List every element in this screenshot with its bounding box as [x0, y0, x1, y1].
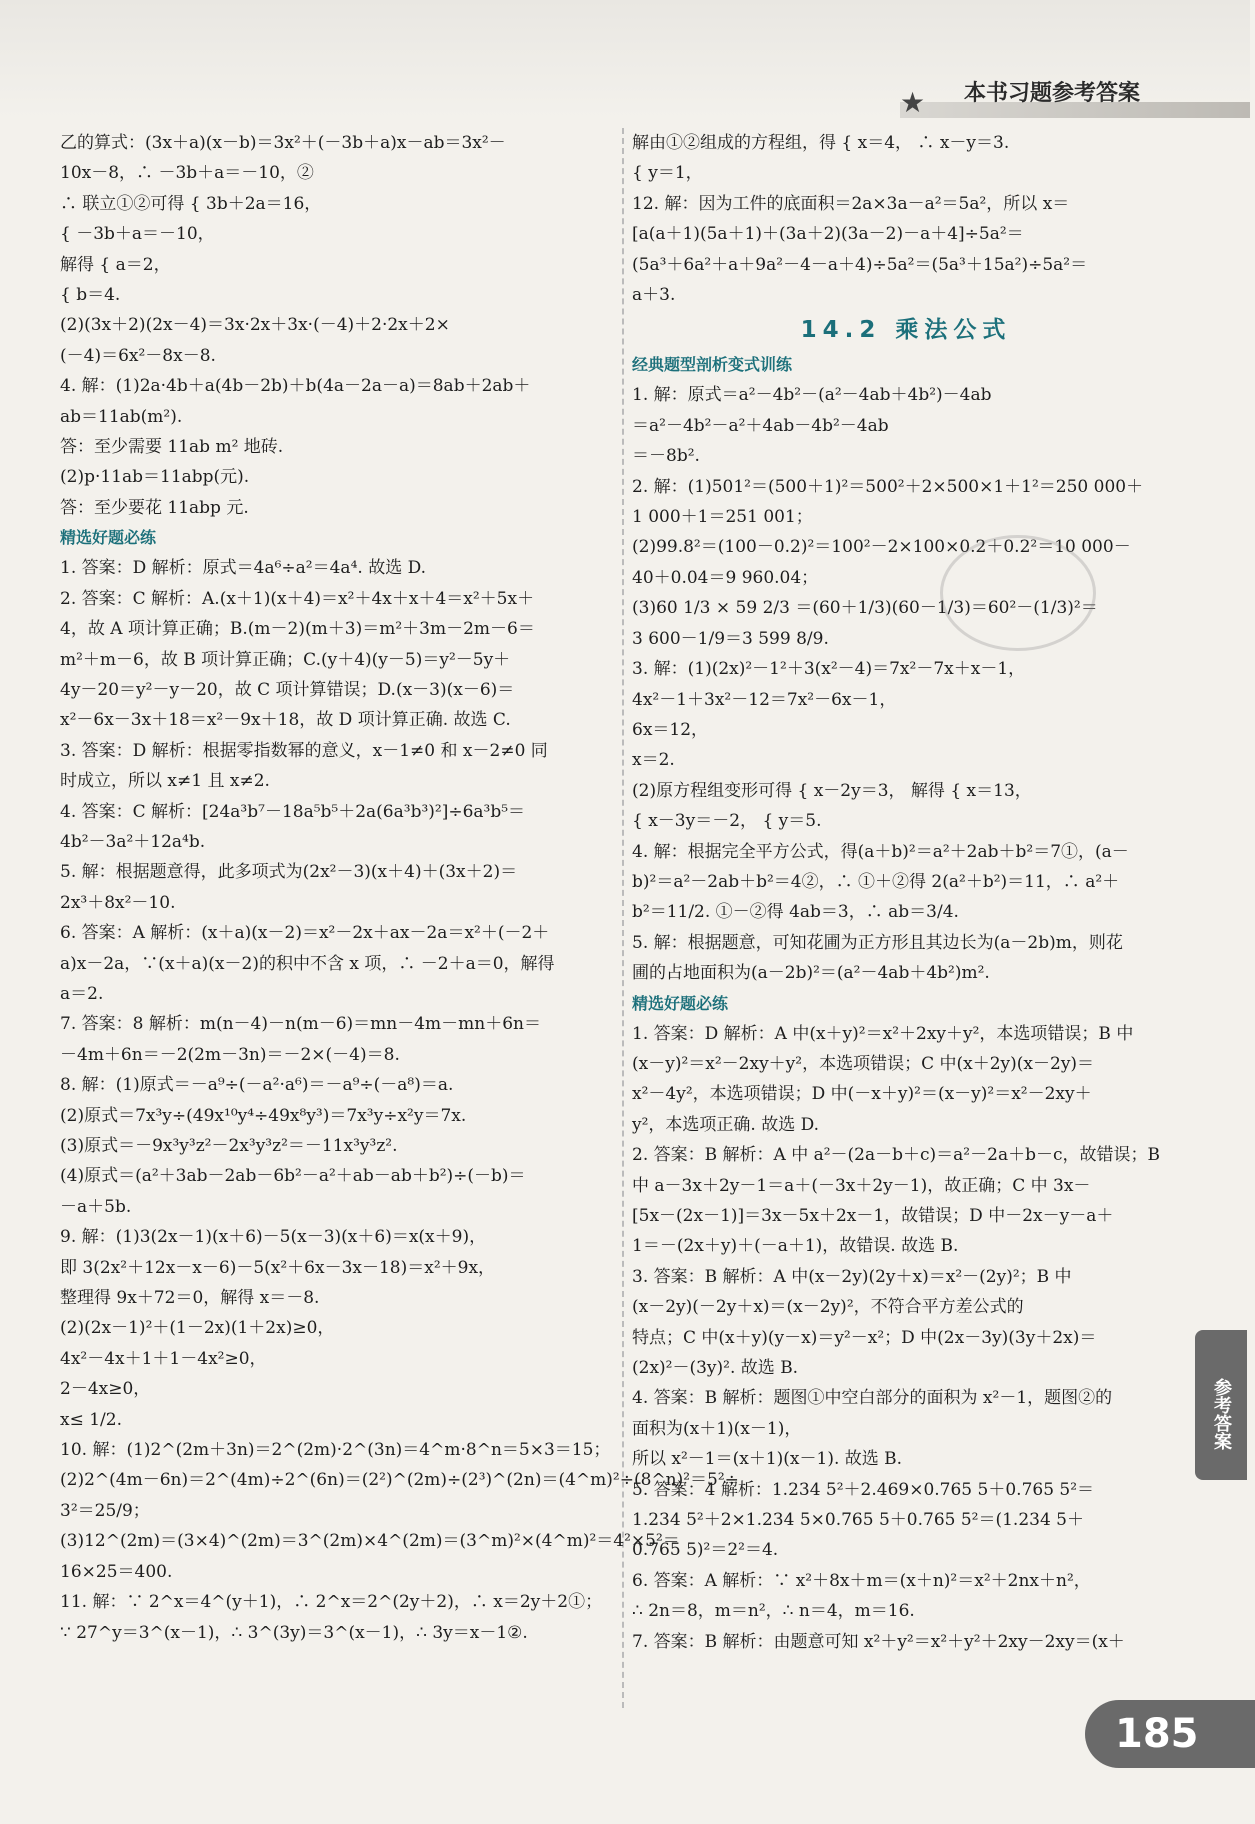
text-line: 8. 解：(1)原式＝－a⁹÷(－a²·a⁶)＝－a⁹÷(－a⁸)＝a.: [60, 1075, 454, 1096]
text-line: 2x³＋8x²－10.: [60, 892, 176, 913]
text-line: [a(a＋1)(5a＋1)＋(3a＋2)(3a－2)－a＋4]÷5a²＝: [632, 224, 1024, 245]
watermark-stamp: [940, 535, 1096, 651]
text-line: 2. 答案：B 解析：A 中 a²－(2a－b＋c)＝a²－2a＋b－c，故错误；B: [632, 1145, 1160, 1166]
text-line: 4x²－4x＋1＋1－4x²≥0，: [60, 1348, 267, 1369]
text-line: 10x－8，∴ －3b＋a＝－10，②: [60, 163, 314, 184]
text-line: (3)60 1/3 × 59 2/3 ＝(60＋1/3)(60－1/3)＝60²－(1/3)²＝: [632, 598, 1098, 619]
text-line: (2x)²－(3y)². 故选 B.: [632, 1358, 799, 1379]
text-line: y²，本选项正确. 故选 D.: [632, 1114, 820, 1135]
text-line: 6x＝12，: [632, 719, 709, 740]
text-line: (2)p·11ab＝11abp(元).: [60, 467, 250, 488]
text-line: 6. 答案：A 解析：(x＋a)(x－2)＝x²－2x＋ax－2a＝x²＋(－2＋: [60, 923, 550, 944]
text-line: 11. 解：∵ 2^x＝4^(y＋1)，∴ 2^x＝2^(2y＋2)，∴ x＝2y＋2①；: [60, 1592, 603, 1613]
text-line: 特点；C 中(x＋y)(y－x)＝y²－x²；D 中(2x－3y)(3y＋2x)＝: [632, 1327, 1097, 1348]
text-line: (x－2y)(－2y＋x)＝(x－2y)²，不符合平方差公式的: [632, 1297, 1024, 1318]
text-line: (2)(2x－1)²＋(1－2x)(1＋2x)≥0，: [60, 1318, 335, 1339]
text-line: 9. 解：(1)3(2x－1)(x＋6)－5(x－3)(x＋6)＝x(x＋9)，: [60, 1227, 487, 1248]
text-line: 5. 答案：4 解析：1.234 5²＋2.469×0.765 5＋0.765 5²＝: [632, 1479, 1095, 1500]
text-line: ∴ 2n＝8，m＝n²，∴ n＝4，m＝16.: [632, 1601, 915, 1622]
text-line: 40＋0.04＝9 960.04；: [632, 567, 819, 588]
right-column-top: [632, 128, 1180, 310]
text-line: 1.234 5²＋2×1.234 5×0.765 5＋0.765 5²＝(1.234 5＋: [632, 1510, 1085, 1531]
text-line: { x－3y＝－2， { y＝5.: [632, 811, 822, 832]
text-line: 乙的算式：(3x＋a)(x－b)＝3x²＋(－3b＋a)x－ab＝3x²－: [60, 133, 506, 153]
header-title: 本书习题参考答案: [963, 81, 1140, 106]
text-line: 时成立，所以 x≠1 且 x≠2.: [60, 771, 270, 792]
text-line: 4x²－1＋3x²－12＝7x²－6x－1，: [632, 689, 897, 710]
text-line: x²－6x－3x＋18＝x²－9x＋18，故 D 项计算正确. 故选 C.: [60, 710, 511, 731]
text-line: a＋3.: [632, 285, 676, 306]
text-line: ＝a²－4b²－a²＋4ab－4b²－4ab: [632, 415, 889, 436]
side-tab: 参考答案: [1195, 1330, 1247, 1480]
text-line: (2)原方程组变形可得 { x－2y＝3， 解得 { x＝13，: [632, 780, 1032, 801]
text-line: 解得 { a＝2，: [60, 254, 171, 275]
text-line: －4m＋6n＝－2(2m－3n)＝－2×(－4)＝8.: [60, 1044, 400, 1065]
right-column-body: [632, 350, 1180, 1657]
text-line: a)x－2a，∵(x＋a)(x－2)的积中不含 x 项，∴ －2＋a＝0，解得: [60, 953, 555, 974]
text-line: x≤ 1/2.: [60, 1409, 122, 1430]
subsection-title: 经典题型剖析变式训练: [632, 355, 793, 375]
right-column: [632, 128, 1180, 1657]
text-line: [5x－(2x－1)]＝3x－5x＋2x－1，故错误；D 中－2x－y－a＋: [632, 1206, 1114, 1226]
text-line: 3 600－1/9＝3 599 8/9.: [632, 628, 829, 649]
text-line: 3. 答案：D 解析：根据零指数幂的意义，x－1≠0 和 x－2≠0 同: [60, 740, 548, 761]
text-line: 4. 解：(1)2a·4b＋a(4b－2b)＋b(4a－2a－a)＝8ab＋2ab＋: [60, 376, 531, 397]
subsection-title: 精选好题必练: [60, 528, 157, 548]
text-line: 5. 解：根据题意得，此多项式为(2x²－3)(x＋4)＋(3x＋2)＝: [60, 862, 518, 883]
text-line: 16×25＝400.: [60, 1561, 173, 1582]
text-line: (2)(3x＋2)(2x－4)＝3x·2x＋3x·(－4)＋2·2x＋2×: [60, 315, 450, 336]
text-line: m²＋m－6，故 B 项计算正确；C.(y＋4)(y－5)＝y²－5y＋: [60, 649, 511, 670]
text-line: 4b²－3a²＋12a⁴b.: [60, 831, 206, 852]
text-line: (4)原式＝(a²＋3ab－2ab－6b²－a²＋ab－ab＋b²)÷(－b)＝: [60, 1166, 526, 1187]
text-line: 7. 答案：8 解析：m(n－4)－n(m－6)＝mn－4m－mn＋6n＝: [60, 1014, 541, 1035]
section-title: 14.2 乘法公式: [800, 317, 1012, 344]
text-line: b)²＝a²－2ab＋b²＝4②，∴ ①＋②得 2(a²＋b²)＝11，∴ a²＋: [632, 871, 1120, 892]
subsection-title: 精选好题必练: [632, 993, 729, 1013]
text-line: 2－4x≥0，: [60, 1379, 151, 1400]
text-line: (2)2^(4m－6n)＝2^(4m)÷2^(6n)＝(2²)^(2m)÷(2³)^(2n)＝(4^m)²÷(8^n)²＝5²÷: [60, 1470, 739, 1491]
text-line: { y＝1，: [632, 163, 703, 184]
text-line: (5a³＋6a²＋a＋9a²－4－a＋4)÷5a²＝(5a³＋15a²)÷5a²＝: [632, 254, 1088, 275]
text-line: x²－4y²，本选项错误；D 中(－x＋y)²＝(x－y)²＝x²－2xy＋: [632, 1084, 1092, 1105]
text-line: (2)原式＝7x³y÷(49x¹⁰y⁴÷49x⁸y³)＝7x³y÷x²y＝7x.: [60, 1105, 467, 1126]
text-line: 中 a－3x＋2y－1＝a＋(－3x＋2y－1)，故正确；C 中 3x－: [632, 1175, 1091, 1196]
text-line: ＝－8b².: [632, 446, 700, 467]
text-line: 4y－20＝y²－y－20，故 C 项计算错误；D.(x－3)(x－6)＝: [60, 679, 515, 700]
text-line: 答：至少需要 11ab m² 地砖.: [60, 437, 284, 458]
star-icon: ★: [900, 86, 926, 119]
text-line: { －3b＋a＝－10，: [60, 224, 215, 245]
text-line: 面积为(x＋1)(x－1)，: [632, 1418, 802, 1439]
text-line: (－4)＝6x²－8x－8.: [60, 345, 216, 366]
text-line: (3)原式＝－9x³y³z²－2x³y³z²＝－11x³y³z².: [60, 1136, 398, 1156]
text-line: 2. 答案：C 解析：A.(x＋1)(x＋4)＝x²＋4x＋x＋4＝x²＋5x＋: [60, 588, 535, 609]
text-line: (x－y)²＝x²－2xy＋y²，本选项错误；C 中(x＋2y)(x－2y)＝: [632, 1053, 1095, 1074]
text-line: (3)12^(2m)＝(3×4)^(2m)＝3^(2m)×4^(2m)＝(3^m)²×(4^m)²＝4²×5²＝: [60, 1531, 680, 1552]
text-line: (2)99.8²＝(100－0.2)²＝100²－2×100×0.2＋0.2²＝10 000－: [632, 537, 1131, 558]
text-line: 答：至少要花 11abp 元.: [60, 497, 249, 518]
text-line: x＝2.: [632, 750, 675, 771]
text-line: a＝2.: [60, 983, 104, 1004]
page-number: 185: [1085, 1700, 1255, 1768]
text-line: 1＝－(2x＋y)＋(－a＋1)，故错误. 故选 B.: [632, 1236, 959, 1257]
text-line: ∵ 27^y＝3^(x－1)，∴ 3^(3y)＝3^(x－1)，∴ 3y＝x－1②.: [60, 1622, 528, 1643]
text-line: { b＝4.: [60, 285, 121, 306]
text-line: 4. 答案：C 解析：[24a³b⁷－18a⁵b⁵＋2a(6a³b³)²]÷6a³b⁵＝: [60, 801, 526, 822]
text-line: －a＋5b.: [60, 1196, 132, 1217]
text-line: 7. 答案：B 解析：由题意可知 x²＋y²＝x²＋y²＋2xy－2xy＝(x＋: [632, 1631, 1125, 1652]
text-line: 1 000＋1＝251 001；: [632, 507, 813, 528]
text-line: 所以 x²－1＝(x＋1)(x－1). 故选 B.: [632, 1449, 903, 1470]
text-line: 解由①②组成的方程组，得 { x＝4， ∴ x－y＝3.: [632, 133, 1010, 153]
text-line: 1. 答案：D 解析：原式＝4a⁶÷a²＝4a⁴. 故选 D.: [60, 558, 427, 579]
text-line: 0.765 5)²＝2²＝4.: [632, 1540, 779, 1561]
text-line: 圃的占地面积为(a－2b)²＝(a²－4ab＋4b²)m².: [632, 963, 990, 984]
text-line: 6. 答案：A 解析：∵ x²＋8x＋m＝(x＋n)²＝x²＋2nx＋n²，: [632, 1570, 1091, 1591]
text-line: ∴ 联立①②可得 { 3b＋2a＝16，: [60, 193, 322, 214]
text-line: 3²＝25/9；: [60, 1500, 150, 1521]
text-line: 12. 解：因为工件的底面积＝2a×3a－a²＝5a²，所以 x＝: [632, 193, 1070, 214]
text-line: 1. 答案：D 解析：A 中(x＋y)²＝x²＋2xy＋y²，本选项错误；B 中: [632, 1023, 1134, 1044]
text-line: 4，故 A 项计算正确；B.(m－2)(m＋3)＝m²＋3m－2m－6＝: [60, 619, 535, 640]
text-line: 3. 解：(1)(2x)²－1²＋3(x²－4)＝7x²－7x＋x－1，: [632, 659, 1026, 680]
text-line: 2. 解：(1)501²＝(500＋1)²＝500²＋2×500×1＋1²＝250 000＋: [632, 476, 1144, 497]
text-line: ab＝11ab(m²).: [60, 406, 183, 427]
text-line: 整理得 9x＋72＝0，解得 x＝－8.: [60, 1288, 320, 1309]
text-line: 1. 解：原式＝a²－4b²－(a²－4ab＋4b²)－4ab: [632, 385, 992, 406]
text-line: 10. 解：(1)2^(2m＋3n)＝2^(2m)·2^(3n)＝4^m·8^n＝5×3＝15；: [60, 1440, 611, 1461]
text-line: 5. 解：根据题意，可知花圃为正方形且其边长为(a－2b)m，则花: [632, 932, 1123, 953]
text-line: b²＝11/2. ①－②得 4ab＝3，∴ ab＝3/4.: [632, 902, 959, 923]
text-line: 3. 答案：B 解析：A 中(x－2y)(2y＋x)＝x²－(2y)²；B 中: [632, 1266, 1072, 1287]
text-line: 即 3(2x²＋12x－x－6)－5(x²＋6x－3x－18)＝x²＋9x，: [60, 1257, 496, 1278]
text-line: 4. 解：根据完全平方公式，得(a＋b)²＝a²＋2ab＋b²＝7①，(a－: [632, 841, 1129, 862]
text-line: 4. 答案：B 解析：题图①中空白部分的面积为 x²－1，题图②的: [632, 1388, 1113, 1409]
